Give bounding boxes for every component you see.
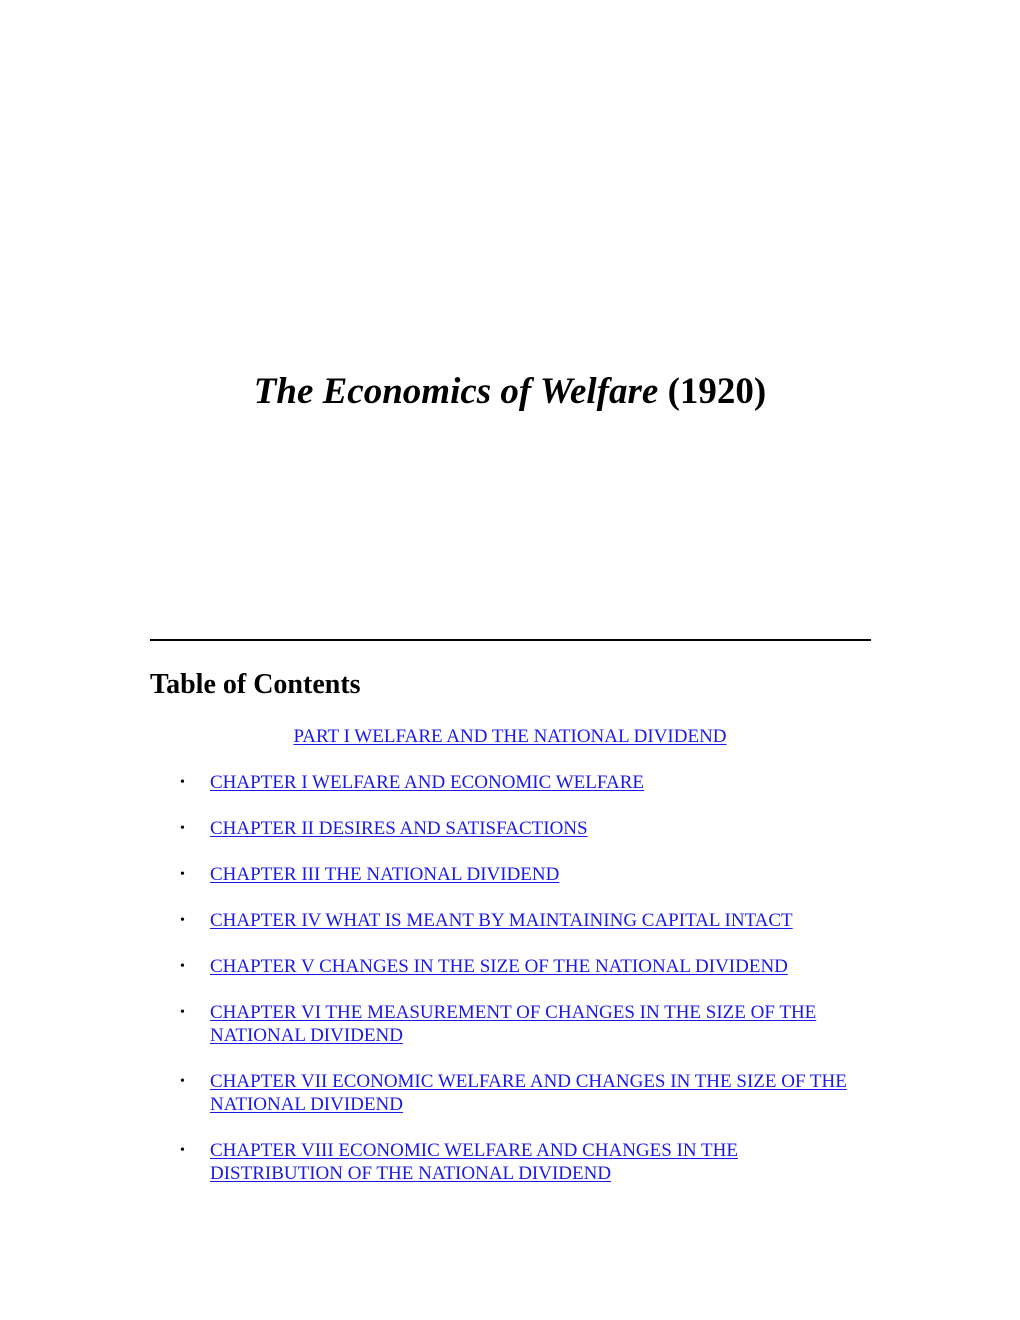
chapter-item (180, 955, 860, 978)
chapter-item (180, 1070, 860, 1116)
chapter-link-3[interactable]: CHAPTER III THE NATIONAL DIVIDEND (210, 864, 560, 885)
chapter-item (180, 1139, 860, 1185)
chapter-link-4[interactable]: CHAPTER IV WHAT IS MEANT BY MAINTAINING CAPITAL INTACT (210, 910, 793, 931)
chapter-item (180, 909, 860, 932)
chapter-item (180, 771, 860, 794)
part-heading (0, 725, 1020, 749)
bullet-icon: • (180, 913, 185, 928)
part-i-link[interactable]: PART I WELFARE AND THE NATIONAL DIVIDEND (293, 726, 727, 747)
toc-heading: Table of Contents (150, 669, 361, 700)
chapter-item (180, 817, 860, 840)
horizontal-rule (150, 639, 871, 641)
bullet-icon: • (180, 775, 185, 790)
chapter-link-7[interactable]: CHAPTER VII ECONOMIC WELFARE AND CHANGES IN THE SIZE OF THE NATIONAL DIVIDEND (210, 1071, 847, 1115)
bullet-icon: • (180, 867, 185, 882)
bullet-icon: • (180, 1005, 185, 1020)
chapter-item (180, 863, 860, 886)
chapter-link-1[interactable]: CHAPTER I WELFARE AND ECONOMIC WELFARE (210, 772, 645, 793)
bullet-icon: • (180, 959, 185, 974)
chapter-link-5[interactable]: CHAPTER V CHANGES IN THE SIZE OF THE NATIONAL DIVIDEND (210, 956, 788, 977)
chapter-link-2[interactable]: CHAPTER II DESIRES AND SATISFACTIONS (210, 818, 588, 839)
bullet-icon: • (180, 1143, 185, 1158)
bullet-icon: • (180, 1074, 185, 1089)
book-title (0, 366, 1020, 418)
chapter-item (180, 1001, 860, 1047)
bullet-icon: • (180, 821, 185, 836)
chapter-link-8[interactable]: CHAPTER VIII ECONOMIC WELFARE AND CHANGES IN THE DISTRIBUTION OF THE NATIONAL DIVIDEND (210, 1140, 738, 1184)
book-title-year: (1920) (658, 371, 767, 412)
chapter-link-6[interactable]: CHAPTER VI THE MEASUREMENT OF CHANGES IN THE SIZE OF THE NATIONAL DIVIDEND (210, 1002, 817, 1046)
book-title-name: The Economics of Welfare (253, 371, 659, 412)
